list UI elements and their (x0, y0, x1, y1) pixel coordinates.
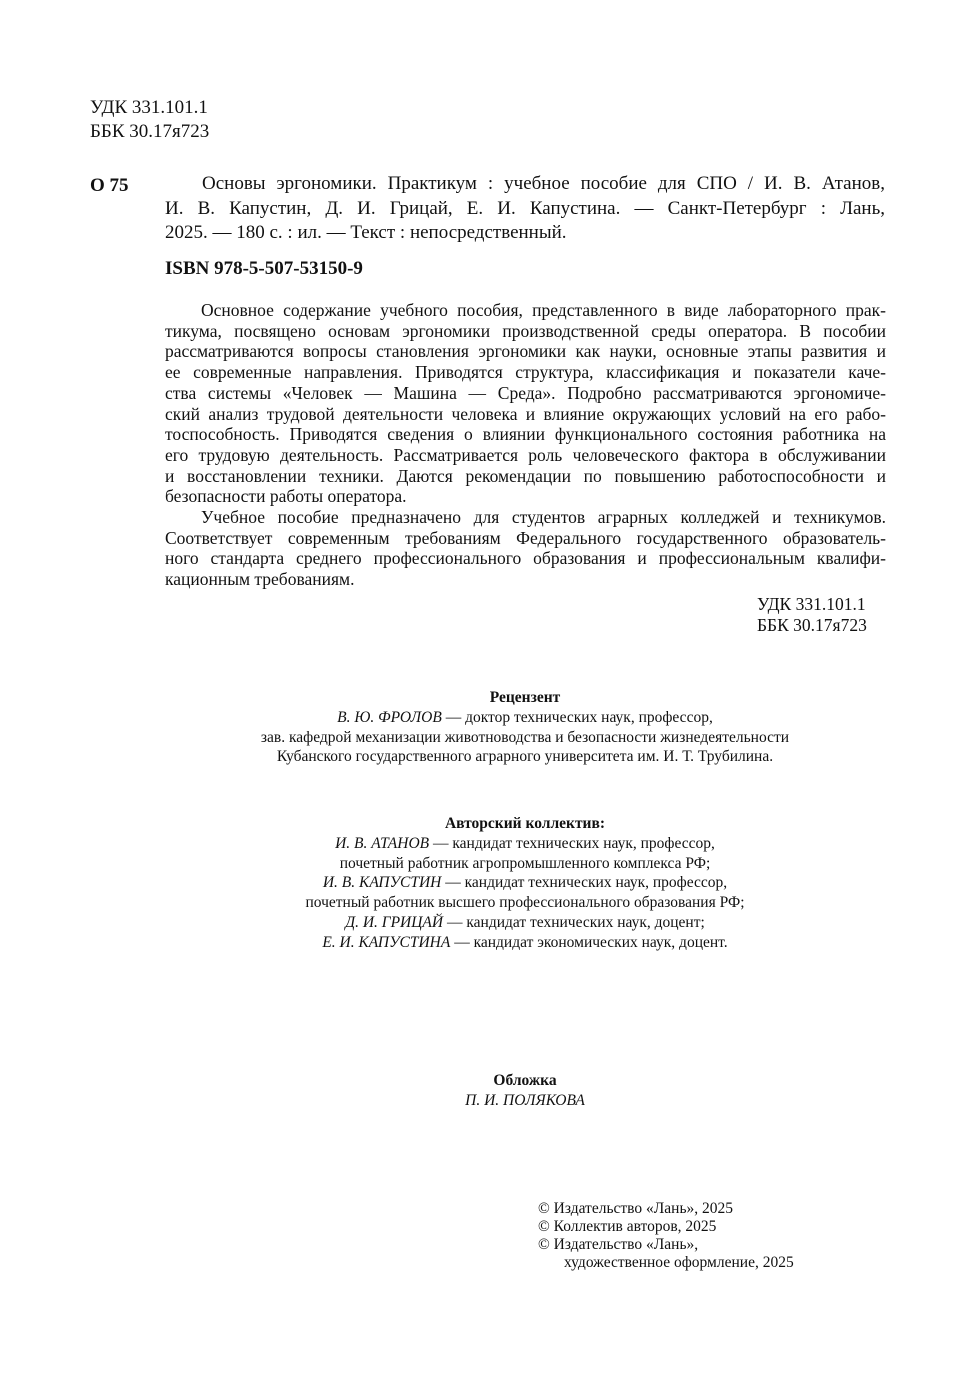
abstract-line: тоспособность. Приводятся сведения о влиянии функционального состояния работника на (165, 424, 886, 445)
reviewer-line (0, 708, 976, 728)
abstract-line: Учебное пособие предназначено для студентов аграрных колледжей и техникумов. (201, 507, 886, 528)
abstract-line: и восстановлении техники. Даются рекомендации по повышению работоспособности и (165, 465, 886, 486)
abstract (165, 300, 886, 590)
abstract-line: ский анализ трудовой деятельности человека и влияние окружающих условий на его рабо- (165, 403, 886, 424)
top-classification-codes (90, 96, 209, 144)
copyright-line: © Издательство «Лань», (538, 1236, 699, 1253)
reviewer-block (0, 688, 976, 767)
copyright-line: © Издательство «Лань», 2025 (538, 1200, 734, 1217)
bbk-code: ББК 30.17я723 (90, 121, 210, 142)
bib-line-2: И. В. Капустин, Д. И. Грицай, Е. И. Капустина. — Санкт-Петербург : Лань, (165, 197, 885, 219)
bib-line-1: Основы эргономики. Практикум : учебное пособие для СПО / И. В. Атанов, (202, 173, 885, 194)
authors-block (0, 814, 976, 953)
isbn: ISBN 978-5-507-53150-9 (165, 258, 363, 279)
author-line (0, 834, 976, 854)
author-title: — кандидат экономических наук, доцент. (450, 933, 728, 951)
author-line (0, 933, 976, 953)
bbk-code: ББК 30.17я723 (757, 615, 867, 635)
copyright-line: художественное оформление, 2025 (564, 1254, 794, 1271)
abstract-line: кационным требованиям. (165, 569, 355, 590)
reviewer-name: В. Ю. ФРОЛОВ (337, 708, 442, 726)
abstract-line: тикума, посвящено основам эргономики производственной среды оператора. В пособии (165, 320, 886, 341)
reviewer-heading: Рецензент (489, 689, 561, 706)
author-title: — кандидат технических наук, профессор, (429, 834, 715, 852)
bottom-classification-codes (757, 594, 867, 636)
author-honor: почетный работник высшего профессионального образования РФ; (305, 894, 745, 912)
bib-line-3: 2025. — 180 с. : ил. — Текст : непосредственный. (165, 222, 567, 243)
copyright-line: © Коллектив авторов, 2025 (538, 1218, 717, 1235)
reviewer-university: Кубанского государственного аграрного университета им. И. Т. Трубилина. (276, 748, 774, 766)
abstract-line: ее современные направления. Приводятся структура, классификация и показатели каче- (165, 362, 886, 383)
cover-heading: Обложка (493, 1072, 557, 1089)
abstract-line: ства системы «Человек — Машина — Среда». Подробно рассматриваются эргономиче- (165, 382, 886, 403)
catalog-mark: О 75 (90, 175, 129, 196)
udk-code: УДК 331.101.1 (757, 594, 866, 614)
abstract-line: Основное содержание учебного пособия, представленного в виде лабораторного прак- (201, 300, 886, 320)
cover-credit-block (0, 1071, 976, 1111)
author-title: — кандидат технических наук, доцент; (443, 913, 705, 931)
author-honor: почетный работник агропромышленного комплекса РФ; (339, 854, 711, 872)
abstract-line: рассматриваются вопросы становления эргономики как науки, основные этапы развития и (165, 341, 886, 362)
author-name: И. В. АТАНОВ (335, 834, 430, 852)
author-line (0, 873, 976, 893)
reviewer-position: зав. кафедрой механизации животноводства и безопасности жизнедеятельности (260, 728, 790, 746)
author-line (0, 913, 976, 933)
bibliographic-record (165, 172, 885, 246)
cover-designer-name: П. И. ПОЛЯКОВА (465, 1091, 585, 1109)
author-name: И. В. КАПУСТИН (322, 874, 442, 892)
abstract-line: Соответствует современным требованиям Федерального государственного образователь- (165, 527, 886, 548)
abstract-line: ного стандарта среднего профессионального образования и профессиональным квалифи- (165, 548, 886, 569)
copyright-block (538, 1200, 794, 1272)
author-name: Е. И. КАПУСТИНА (322, 933, 451, 951)
author-name: Д. И. ГРИЦАЙ (345, 913, 444, 931)
udk-code: УДК 331.101.1 (90, 97, 208, 118)
authors-heading: Авторский коллектив: (444, 815, 606, 832)
author-title: — кандидат технических наук, профессор, (441, 874, 728, 892)
abstract-line: его трудовую деятельность. Рассматривается роль человеческого фактора в обслуживании (165, 444, 886, 465)
reviewer-title: — доктор технических наук, профессор, (441, 708, 713, 726)
abstract-line: безопасности работы оператора. (165, 486, 407, 507)
